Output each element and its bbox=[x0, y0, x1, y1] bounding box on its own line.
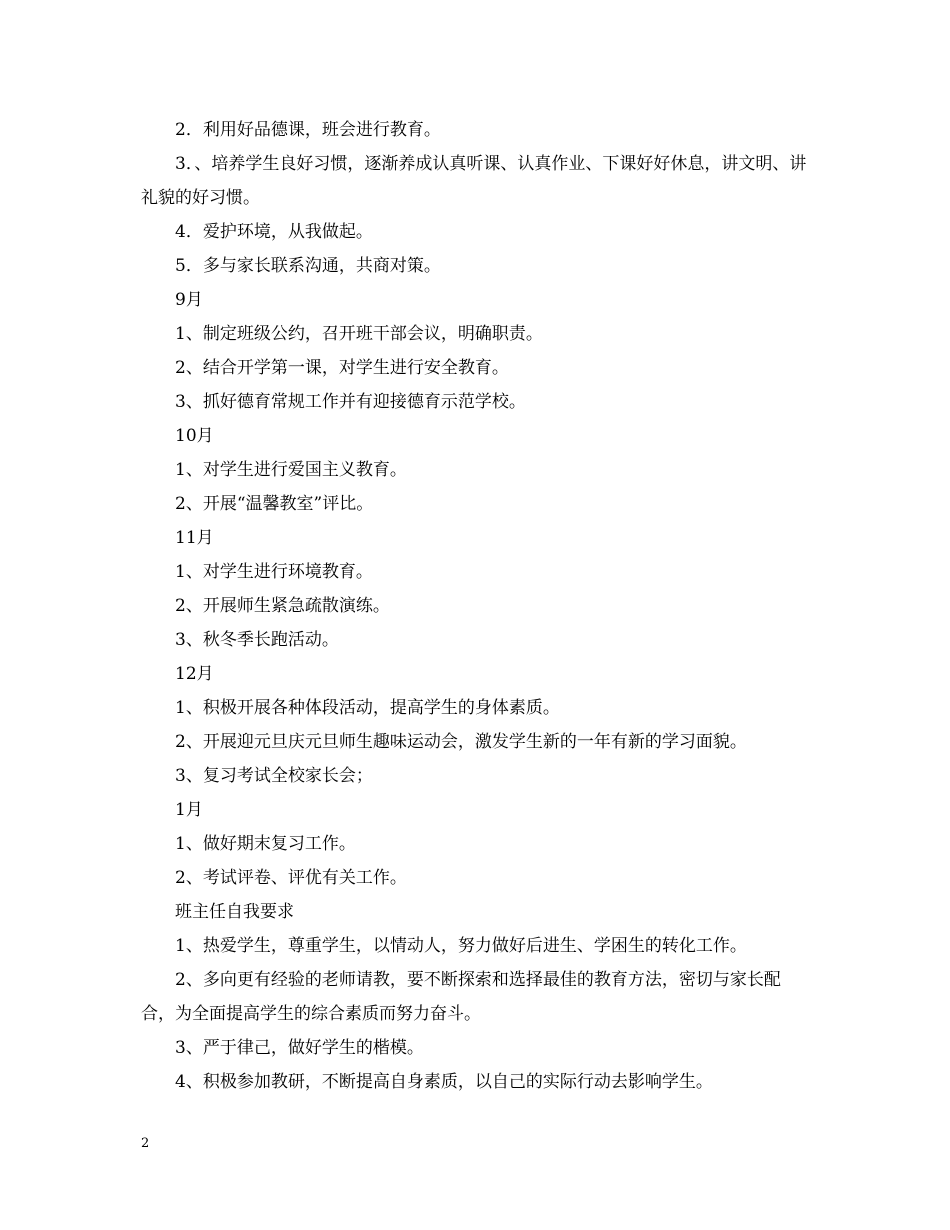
paragraph: 1、对学生进行爱国主义教育。 bbox=[175, 460, 407, 480]
paragraph: 1、做好期末复习工作。 bbox=[175, 834, 356, 854]
paragraph: 1、积极开展各种体段活动，提高学生的身体素质。 bbox=[175, 698, 560, 718]
paragraph: 4、积极参加教研，不断提高自身素质，以自己的实际行动去影响学生。 bbox=[175, 1072, 713, 1092]
month-heading: 10月 bbox=[175, 426, 214, 446]
page-number: 2 bbox=[141, 1136, 150, 1151]
month-heading: 11月 bbox=[175, 528, 214, 548]
paragraph: 2、结合开学第一课，对学生进行安全教育。 bbox=[175, 358, 509, 378]
paragraph: 3、严于律己，做好学生的楷模。 bbox=[175, 1038, 424, 1058]
paragraph: 3、秋冬季长跑活动。 bbox=[175, 630, 339, 650]
paragraph: 4．爱护环境，从我做起。 bbox=[175, 222, 373, 242]
paragraph: 2、多向更有经验的老师请教，要不断探索和选择最佳的教育方法，密切与家长配合，为全面提高学生的综合素质而努力奋斗。 bbox=[141, 970, 781, 1024]
paragraph: 2、开展“温馨教室”评比。 bbox=[175, 494, 374, 514]
paragraph: 2、考试评卷、评优有关工作。 bbox=[175, 868, 407, 888]
month-heading: 12月 bbox=[175, 664, 214, 684]
paragraph: 3．、培养学生良好习惯，逐渐养成认真听课、认真作业、下课好好休息，讲文明、讲礼貌的好习惯。 bbox=[141, 154, 807, 208]
section-heading: 班主任自我要求 bbox=[175, 902, 294, 922]
paragraph: 2、开展师生紧急疏散演练。 bbox=[175, 596, 390, 616]
month-heading: 9月 bbox=[175, 290, 203, 310]
paragraph: 1、对学生进行环境教育。 bbox=[175, 562, 373, 582]
paragraph: 2．利用好品德课，班会进行教育。 bbox=[175, 120, 441, 140]
document-body bbox=[141, 113, 813, 1099]
month-heading: 1月 bbox=[175, 800, 203, 820]
paragraph: 2、开展迎元旦庆元旦师生趣味运动会，激发学生新的一年有新的学习面貌。 bbox=[175, 732, 747, 752]
paragraph: 1、制定班级公约，召开班干部会议，明确职责。 bbox=[175, 324, 543, 344]
paragraph: 3、抓好德育常规工作并有迎接德育示范学校。 bbox=[175, 392, 526, 412]
paragraph: 1、热爱学生，尊重学生，以情动人，努力做好后进生、学困生的转化工作。 bbox=[175, 936, 747, 956]
paragraph: 3、复习考试全校家长会； bbox=[175, 766, 373, 786]
paragraph: 5．多与家长联系沟通，共商对策。 bbox=[175, 256, 441, 276]
